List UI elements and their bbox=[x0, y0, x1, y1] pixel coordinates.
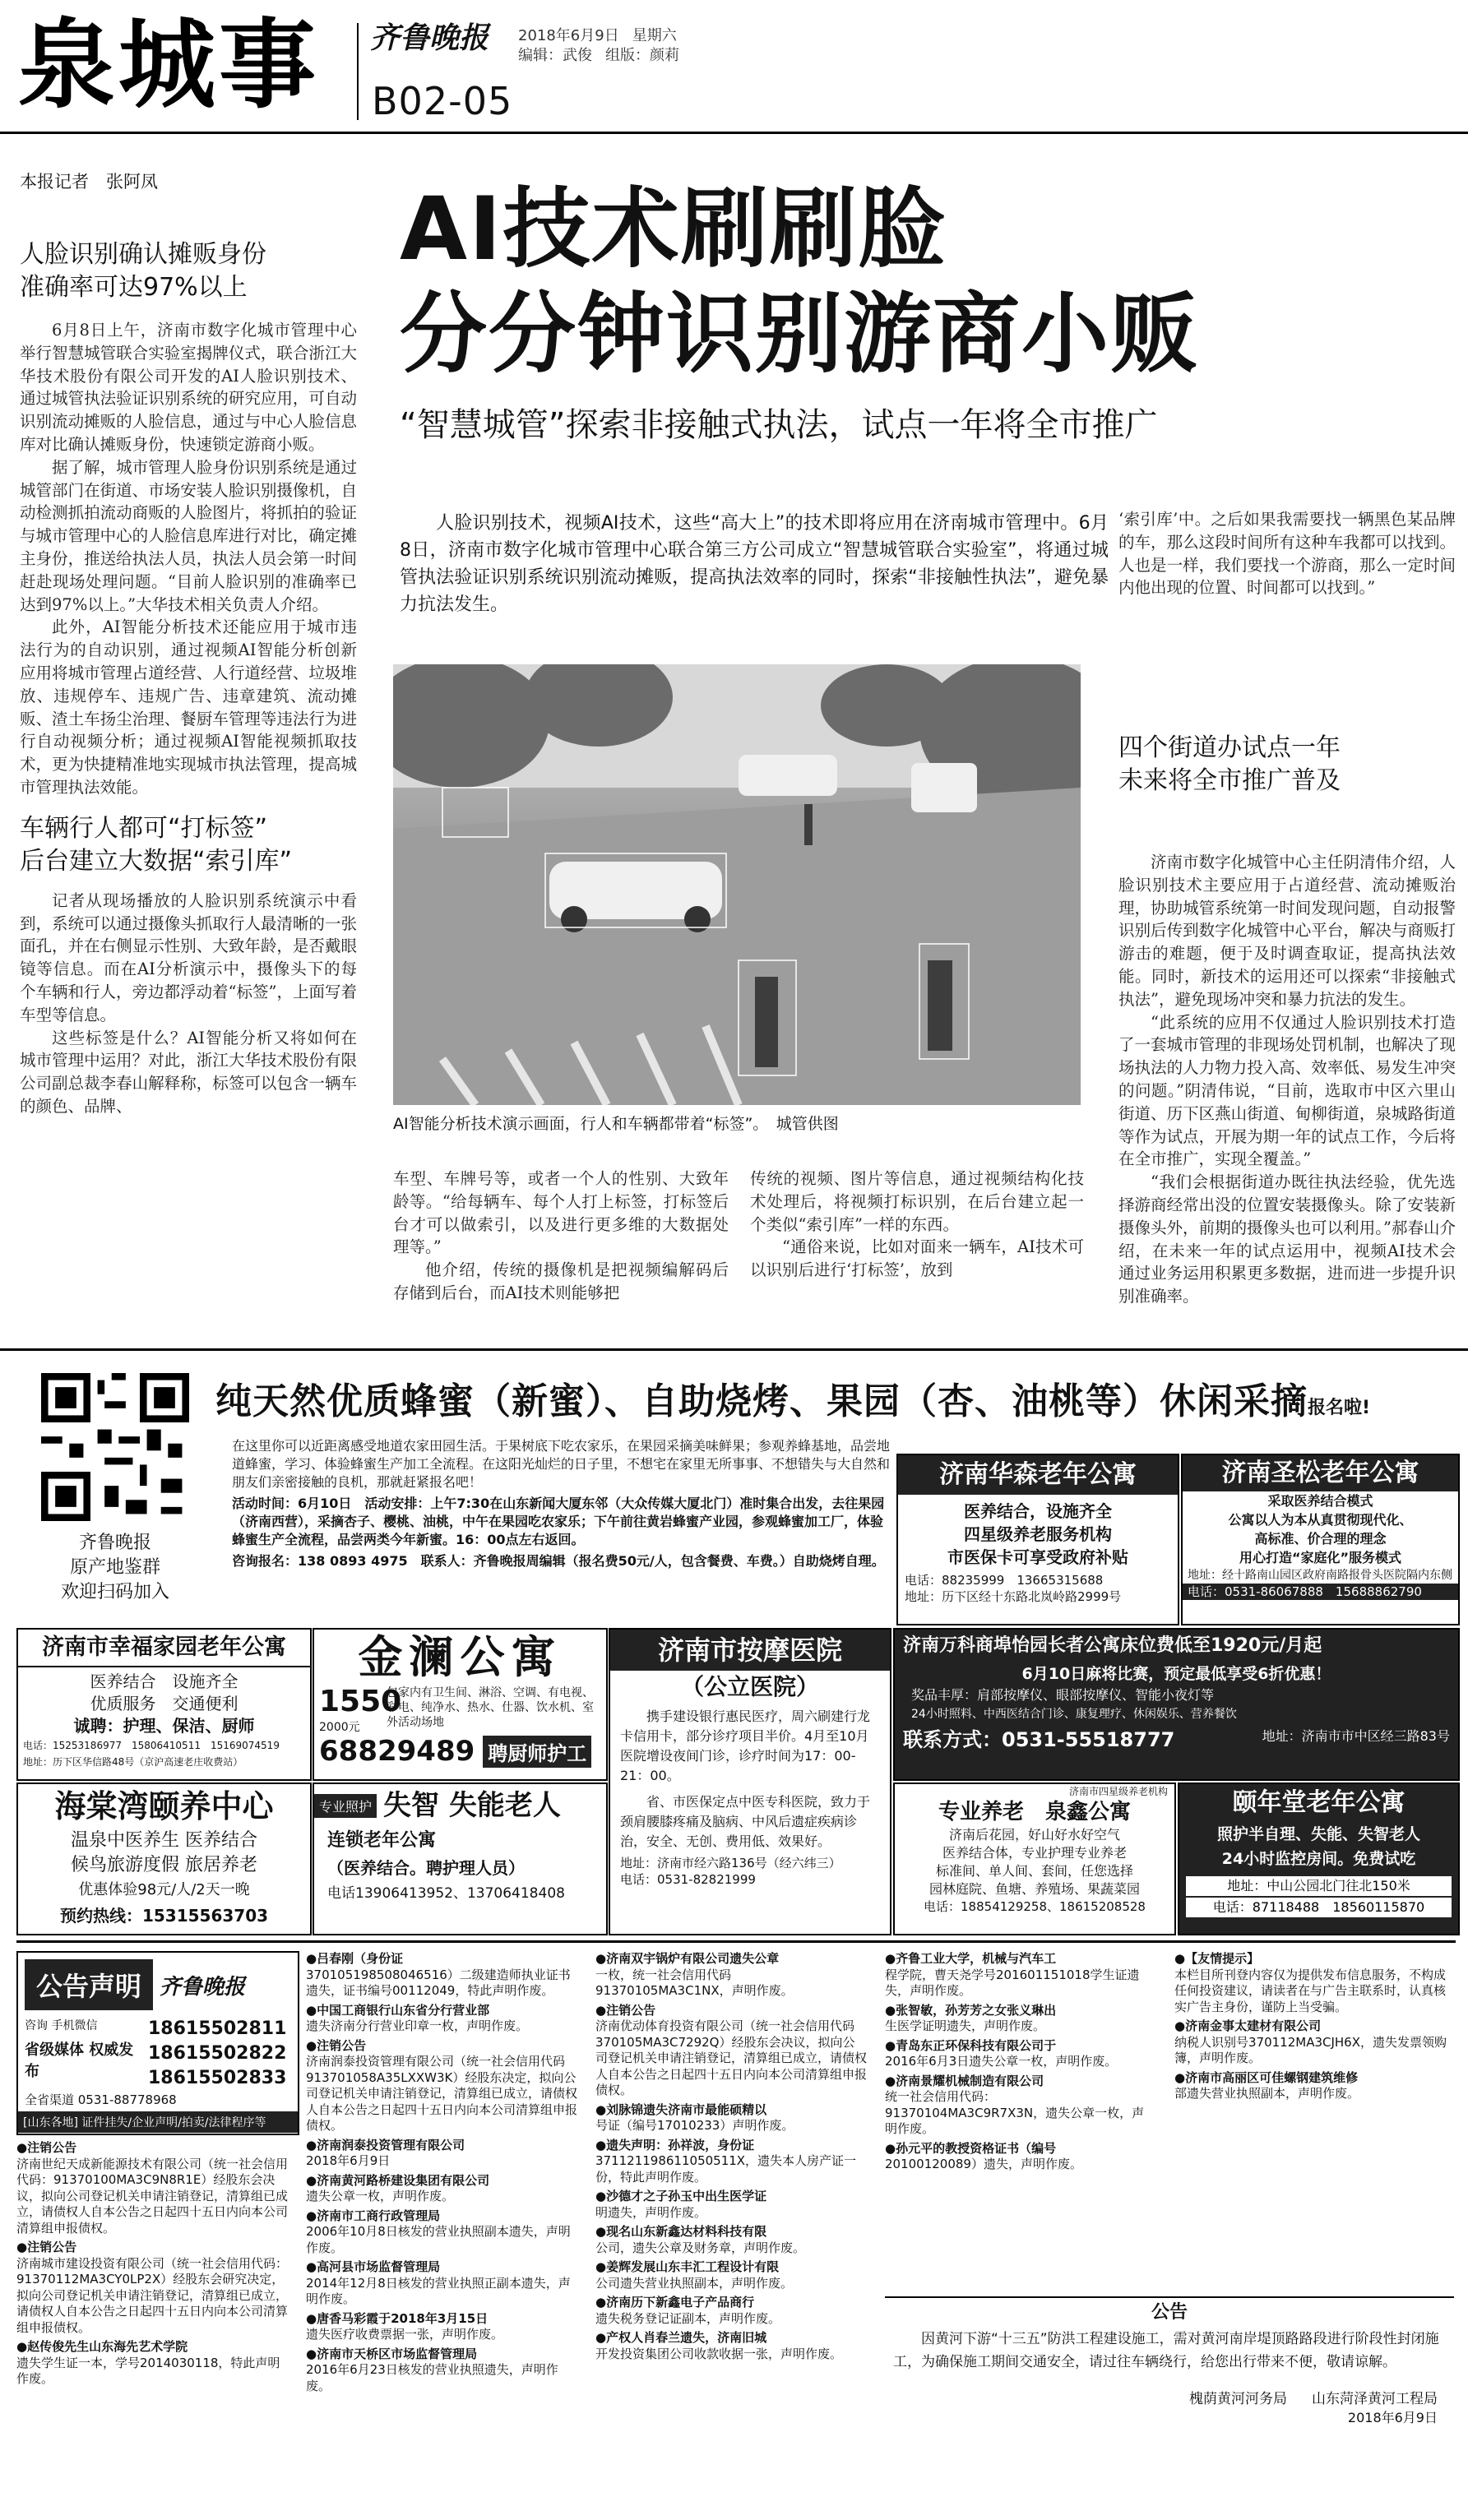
yinian-address: 地址：中山公园北门往北150米 bbox=[1186, 1876, 1452, 1896]
masthead bbox=[0, 0, 1468, 132]
notice-item-title: 注销公告 bbox=[317, 2037, 367, 2053]
notice-item-body: 部遗失营业执照副本，声明作废。 bbox=[1174, 2086, 1360, 2101]
notice-item: ●济南金事太建材有限公司 纳税人识别号370112MA3CJH6X，遗失发票领购簿，声明作废。 bbox=[1174, 2018, 1447, 2065]
notice-item-body: 2014年12月8日核发的营业执照正副本遗失，声明作废。 bbox=[306, 2275, 571, 2306]
subhead-3a: 四个街道办试点一年 bbox=[1118, 733, 1341, 762]
notice-item-title: 姜辉发展山东丰汇工程设计有限 bbox=[606, 2259, 780, 2274]
notice-item: ●济南市天桥区市场监督管理局 2016年6月23日核发的营业执照遗失，声明作废。 bbox=[306, 2346, 558, 2393]
notice-item: ●产权人肖春兰遗失，济南旧城 开发投资集团公司收款收据一张，声明作废。 bbox=[595, 2330, 843, 2361]
notice-banner bbox=[16, 1951, 299, 2135]
wanke-title: 济南万科商埠怡园长者公寓床位费低至1920元/月起 bbox=[903, 1635, 1322, 1656]
jinlan-title: 金澜公寓 bbox=[358, 1631, 563, 1683]
anmo-subtitle: （公立医院） bbox=[680, 1673, 819, 1700]
anmo-ad bbox=[609, 1628, 891, 1935]
notice-item: ●吕春刚（身份证 370105198508046516）二级建造师执业证书遗失，证书编号00112049，特此声明作废。 bbox=[306, 1951, 571, 1998]
subhead-2b: 后台建立大数据“索引库” bbox=[20, 846, 293, 876]
paragraph: 这些标签是什么？AI智能分析又将如何在城市管理中运用？对此，浙江大华技术股份有限公司副总裁李春山解释称，标签可以包含一辆车的颜色、品牌、 bbox=[20, 1028, 357, 1116]
news-photo bbox=[393, 664, 1081, 1105]
notice-item: ●青岛东正环保科技有限公司于 2016年6月3日遗失公章一枚，声明作废。 bbox=[885, 2037, 1118, 2069]
notice-item: ●沙德才之子孙玉中出生医学证 明遗失，声明作废。 bbox=[595, 2189, 767, 2220]
notice-banner-title: 公告声明 bbox=[25, 1959, 153, 2010]
shengsong-ad bbox=[1181, 1454, 1460, 1625]
notice-item-body: 遗失济南分行营业印章一枚，声明作废。 bbox=[306, 2018, 529, 2033]
anmo-address: 地址：济南市经六路136号（经六纬三） bbox=[620, 1856, 841, 1870]
gonggao-body: 因黄河下游“十三五”防洪工程建设施工，需对黄河南岸堤顶路路段进行阶段性封闭施工，为确保施工期间交通安全，请过往车辆绕行，给您出行带来不便，敬请谅解。 bbox=[893, 2331, 1439, 2370]
notice-item-body: 遗失税务登记证副本，声明作废。 bbox=[595, 2310, 781, 2326]
photo-caption: AI智能分析技术演示画面，行人和车辆都带着“标签”。 城管供图 bbox=[393, 1115, 839, 1133]
honey-ad-phone: 咨询报名：138 0893 4975 联系人：齐鲁晚报周编辑（报名费50元/人，包含餐费、车费。）自助烧烤自理。 bbox=[232, 1553, 885, 1569]
notice-column-2 bbox=[306, 1951, 577, 2397]
paragraph: 他介绍，传统的摄像机是把视频编解码后存储到后台，而AI技术则能够把 bbox=[393, 1260, 729, 1302]
masthead-divider bbox=[357, 23, 359, 120]
quanxin-line: 医养结合体，专业护理专业养老 bbox=[942, 1845, 1127, 1861]
notice-item-title: 刘脉锦遗失济南市最能硕精以 bbox=[606, 2102, 767, 2117]
notice-item-title: 济南金事太建材有限公司 bbox=[1185, 2018, 1322, 2033]
shizhi-badge: 专业照护 bbox=[314, 1794, 377, 1818]
notice-item-title: 济南历下新鑫电子产品商行 bbox=[606, 2295, 755, 2310]
notice-item-body: 遗失公章一枚，声明作废。 bbox=[306, 2189, 455, 2203]
issue-editor: 编辑：武俊 bbox=[518, 47, 592, 64]
quanxin-title: 专业养老 泉鑫公寓 bbox=[938, 1800, 1131, 1824]
paragraph: “此系统的应用不仅通过人脸识别技术打造了一套城市管理的非现场处罚机制，也解决了现场执法的人力物力投入高、效率低、易发生冲突的问题。”阴清伟说，“目前，选取市中区六里山街道、历下区燕山街道、甸柳街道，泉城路街道等作为试点，开展为期一年的试点工作，今后将在全市推广，实现全覆盖。” bbox=[1118, 1012, 1456, 1169]
notice-item-body: 2006年10月8日核发的营业执照副本遗失，声明作废。 bbox=[306, 2224, 571, 2255]
honey-ad-text: 在这里你可以近距离感受地道农家田园生活。于果树底下吃农家乐，在果园采摘美味鲜果；参观养蜂基地，品尝地道蜂蜜，学习、体验蜂蜜生产加工全流程。在这阳光灿烂的日子里，不想宅在家里无所事事、不想错失与大自然和朋友们亲密接触的良机，那就赶紧报名吧！ bbox=[232, 1438, 890, 1490]
quanxin-ad bbox=[893, 1782, 1176, 1935]
right-column-body bbox=[1118, 851, 1456, 1308]
notice-item-title: 济南市高丽区可佳螺钢建筑维修 bbox=[1185, 2069, 1359, 2085]
notice-item-body: 遗失学生证一本，学号2014030118，特此声明作废。 bbox=[16, 2355, 280, 2386]
notice-item-title: 孙元平的教授资格证书（编号 bbox=[896, 2140, 1057, 2156]
xingfu-line: 诚聘：护理、保洁、厨师 bbox=[73, 1716, 255, 1736]
notice-banner-phone: 18615502822 bbox=[148, 2043, 287, 2064]
notice-item: ●姜辉发展山东丰汇工程设计有限 公司遗失营业执照副本，声明作废。 bbox=[595, 2259, 794, 2291]
notice-item-body: 生医学证明遗失，声明作废。 bbox=[885, 2018, 1046, 2033]
notice-item-title: 青岛东正环保科技有限公司于 bbox=[896, 2037, 1057, 2053]
wanke-line: 6月10日麻将比赛，预定最低享受6折优惠！ bbox=[1021, 1665, 1331, 1683]
quanxin-line: 园林庭院、鱼塘、养殖场、果蔬菜园 bbox=[928, 1881, 1140, 1897]
shengsong-title: 济南圣松老年公寓 bbox=[1183, 1455, 1458, 1491]
gonggao-signature: 槐荫黄河河务局 bbox=[1189, 2391, 1287, 2407]
yinian-ad bbox=[1178, 1782, 1460, 1935]
qr-caption: 齐鲁晚报 bbox=[78, 1533, 151, 1553]
honey-ad-title: 纯天然优质蜂蜜（新蜜）、自助烧烤、果园（杏、油桃等）休闲采摘 bbox=[215, 1380, 1308, 1422]
quanxin-phone: 电话：18854129258、18615208528 bbox=[924, 1899, 1146, 1914]
honey-ad-schedule: 活动时间：6月10日 活动安排：上午7:30在山东新闻大厦东邻（大众传媒大厦北门）准时集合出发，去往果园（济南西营），采摘杏子、樱桃、油桃，中午在果园吃农家乐；下午前往黄岩蜂蜜产业园，参观蜂蜜加工厂，体验蜂蜜生产全流程，品尝两类今年新蜜。16：00点左右返回。 bbox=[232, 1496, 885, 1547]
notice-item-title: 唐香马彩霞于2018年3月15日 bbox=[317, 2310, 489, 2326]
notice-item-body: 370105198508046516）二级建造师执业证书遗失，证书编号00112049，特此声明作废。 bbox=[306, 1967, 571, 1998]
paragraph: 记者从现场播放的人脸识别系统演示中看到，系统可以通过摄像头抓取行人最清晰的一张面孔，并在右侧显示性别、大致年龄，是否戴眼镜等信息。而在AI分析演示中，摄像头下的每个车辆和行人，旁边都浮动着“标签”，上面写着车型等信息。 bbox=[20, 890, 357, 1024]
subhead-1a: 人脸识别确认摊贩身份 bbox=[20, 240, 266, 269]
notice-item: ●注销公告 济南城市建设投资有限公司（统一社会信用代码：91370112MA3CY0LP2X）经股东会研究决定，拟向公司登记机关申请注销登记，清算组已成立，请债权人自本公告之日起四十五日内向本公司清算组申报债权。 bbox=[16, 2240, 289, 2335]
notice-item-body: 程学院，曹天尧学号201601151018学生证遗失，声明作废。 bbox=[885, 1967, 1140, 1998]
shengsong-address: 地址：经十路南山园区政府南路报骨头医院隔内东侧 bbox=[1188, 1569, 1452, 1582]
jinlan-ad bbox=[313, 1628, 608, 1781]
notice-item-title: 注销公告 bbox=[27, 2240, 77, 2254]
honey-ad-tag: 报名啦! bbox=[1308, 1398, 1371, 1418]
notice-banner-bottom: [山东各地] 证件挂失/企业声明/拍卖/法律程序等 bbox=[18, 2111, 298, 2133]
notice-item-body: 2018年6月9日 bbox=[306, 2153, 391, 2168]
subhead-3b: 未来将全市推广普及 bbox=[1118, 766, 1341, 795]
notice-item: ●张智敏，孙芳芳之女张义琳出 生医学证明遗失，声明作废。 bbox=[885, 2002, 1057, 2033]
notice-item-title: 济南润泰投资管理有限公司 bbox=[317, 2137, 465, 2152]
notice-item-title: 产权人肖春兰遗失，济南旧城 bbox=[606, 2330, 767, 2345]
notice-item-title: 济南黄河路桥建设集团有限公司 bbox=[317, 2172, 490, 2188]
huasen-ad bbox=[896, 1454, 1179, 1625]
notice-banner-phone: 18615502833 bbox=[148, 2068, 287, 2088]
anmo-text: 携手建设银行惠民医疗，周六刷建行龙卡信用卡，部分诊疗项目半价。4月至10月医院增设夜间门诊，诊疗时间为17：00-21：00。 bbox=[620, 1709, 871, 1783]
notice-item-body: 济南城市建设投资有限公司（统一社会信用代码：91370112MA3CY0LP2X）经股东会研究决定，拟向公司登记机关申请注销登记，清算组已成立，请债权人自本公告之日起四十五日内向本公司清算组申报债权。 bbox=[16, 2255, 289, 2335]
shizhi-title: 失智 失能老人 bbox=[383, 1789, 561, 1822]
gonggao-signature: 山东菏泽黄河工程局 bbox=[1312, 2391, 1438, 2407]
huasen-line: 市医保卡可享受政府补贴 bbox=[947, 1547, 1128, 1567]
notice-item-body: 号证（编号17010233）声明作废。 bbox=[595, 2118, 794, 2133]
notice-banner-slogan: 省级媒体 权威发布 bbox=[25, 2041, 134, 2080]
article-bottom-rule bbox=[0, 1348, 1468, 1351]
qr-code-icon[interactable] bbox=[41, 1373, 189, 1521]
qr-caption: 原产地鉴群 bbox=[69, 1557, 160, 1578]
notice-area bbox=[16, 1940, 1456, 2510]
xingfu-address: 地址：历下区华信路48号（京沪高速老庄收费站） bbox=[23, 1756, 243, 1768]
huasen-address: 地址：历下区经十东路北岚岭路2999号 bbox=[905, 1589, 1122, 1604]
gonggao-box bbox=[885, 2296, 1454, 2504]
notice-item: ●赵传俊先生山东海先艺术学院 遗失学生证一本，学号2014030118，特此声明作废。 bbox=[16, 2339, 280, 2386]
notice-item: ●高河县市场监督管理局 2014年12月8日核发的营业执照正副本遗失，声明作废。 bbox=[306, 2259, 571, 2306]
notice-item-body: 20100120089）遗失，声明作废。 bbox=[885, 2157, 1082, 2171]
haitang-line: 温泉中医养生 医养结合 bbox=[71, 1830, 257, 1851]
shengsong-line: 采取医养结合模式 bbox=[1267, 1493, 1373, 1509]
huasen-title: 济南华森老年公寓 bbox=[898, 1455, 1178, 1495]
quanxin-line: 济南后花园，好山好水好空气 bbox=[948, 1827, 1120, 1843]
subhead-2a: 车辆行人都可“打标签” bbox=[20, 813, 268, 843]
jinlan-desc: 包家内有卫生间、淋浴、空调、有电视、彩电、纯净水、热水、仕器、饮水机、室外活动场地 bbox=[387, 1686, 594, 1729]
paragraph: ‘索引库’中。之后如果我需要找一辆黑色某品牌的车，那么这段时间所有这种车我都可以找到。人也是一样，我们要找一个游商，那么一定时间内他出现的位置、时间都可以找到。” bbox=[1118, 510, 1456, 598]
shizhi-line: 连锁老年公寓 bbox=[327, 1830, 437, 1851]
shengsong-line: 用心打造“家庭化”服务模式 bbox=[1239, 1550, 1402, 1565]
issue-date: 2018年6月9日 bbox=[518, 27, 619, 44]
xingfu-line: 优质服务 交通便利 bbox=[90, 1694, 238, 1713]
left-column bbox=[20, 238, 357, 1118]
notice-item: ●济南市工商行政管理局 2006年10月8日核发的营业执照副本遗失，声明作废。 bbox=[306, 2208, 571, 2255]
huasen-line: 四星级养老服务机构 bbox=[964, 1524, 1112, 1544]
notice-item: ●济南黄河路桥建设集团有限公司 遗失公章一枚，声明作废。 bbox=[306, 2172, 490, 2203]
notice-column-5 bbox=[1174, 1951, 1454, 2106]
lead-paragraph: 人脸识别技术，视频AI技术，这些“高大上”的技术即将应用在济南城市管理中。6月8日，济南市数字化城市管理中心联合第三方公司成立“智慧城管联合实验室”，将通过城管执法验证识别系统识别流动摊贩，提高执法效率的同时，探索“非接触性执法”，避免暴力抗法发生。 bbox=[400, 513, 1109, 615]
notice-item-title: 高河县市场监督管理局 bbox=[317, 2259, 441, 2274]
issue-layout: 组版：颜莉 bbox=[605, 47, 679, 64]
gonggao-date: 2018年6月9日 bbox=[1347, 2410, 1438, 2425]
notice-item-body: 2016年6月3日遗失公章一枚，声明作废。 bbox=[885, 2054, 1118, 2069]
xingfu-line: 医养结合 设施齐全 bbox=[90, 1672, 238, 1691]
notice-item-body: 济南润泰投资管理有限公司（统一社会信用代码913701058A35LXXW3K）经股东决定，拟向公司登记机关申请注销登记，清算组已成立，请债权人自本公告之日起四十五日内向本公司清算组申报债权。 bbox=[306, 2054, 578, 2133]
xingfu-phone: 电话：15253186977 15806410511 15169074519 bbox=[23, 1740, 280, 1751]
yinian-phone: 电话：87118488 18560115870 bbox=[1186, 1898, 1452, 1917]
notice-item-body: 公司遗失营业执照副本，声明作废。 bbox=[595, 2275, 794, 2291]
jinlan-tag: 聘厨师护工 bbox=[483, 1736, 591, 1768]
shengsong-phone: 电话：0531-86067888 15688862790 bbox=[1183, 1584, 1458, 1600]
notice-item-body: 2016年6月23日核发的营业执照遗失，声明作废。 bbox=[306, 2362, 558, 2393]
paragraph: 6月8日上午，济南市数字化城市管理中心举行智慧城管联合实验室揭牌仪式，联合浙江大华技术股份有限公司开发的AI人脸识别技术、通过城管执法验证识别系统的研究应用，可自动识别流动摊贩的人脸信息，通过与中心人脸信息库对比确认摊贩身份，快速锁定游商小贩。 bbox=[20, 321, 357, 454]
notice-item-title: 沙德才之子孙玉中出生医学证 bbox=[606, 2189, 767, 2203]
paragraph: “通俗来说，比如对面来一辆车，AI技术可以识别后进行‘打标签’，放到 bbox=[750, 1237, 1084, 1280]
notice-item: ●现名山东新鑫达材料科技有限 公司，遗失公章及财务章，声明作废。 bbox=[595, 2224, 806, 2255]
notice-item: ●注销公告 济南优动体育投资有限公司（统一社会信用代码370105MA3C7292Q）经股东会决议，拟向公司登记机关申请注销登记，清算组已成立，请债权人自本公告之日起四十五日内向本公司清算组申报债权。 bbox=[595, 2002, 868, 2097]
haitang-line: 优惠体验98元/人/2天一晚 bbox=[78, 1881, 250, 1898]
notice-item: ●济南景耀机械制造有限公司 统一社会信用代码：91370104MA3C9R7X3N，遗失公章一枚，声明作废。 bbox=[885, 2073, 1145, 2136]
notice-item-body: 纳税人识别号370112MA3CJH6X，遗失发票领购簿，声明作废。 bbox=[1174, 2034, 1447, 2065]
paper-logo: 齐鲁晚报 bbox=[370, 21, 489, 55]
notice-banner-national: 全省渠道 0531-88778968 bbox=[25, 2092, 177, 2107]
section-title: 泉城事 bbox=[18, 8, 320, 122]
notice-item: ●遗失声明：孙祥波，身份证 371121198611050511X，遗失本人房产证一份，特此声明作废。 bbox=[595, 2137, 857, 2185]
quanxin-line: 标准间、单人间、套间，任您选择 bbox=[935, 1863, 1133, 1879]
honey-ad-body bbox=[232, 1437, 890, 1620]
notice-item-body: 本栏目所刊登内容仅为提供发布信息服务，不构成任何投资建议，请读者在与广告主联系时，认真核实广告主身份，谨防上当受骗。 bbox=[1174, 1967, 1447, 2014]
notice-item-body: 统一社会信用代码：91370104MA3C9R7X3N，遗失公章一枚，声明作废。 bbox=[885, 2089, 1145, 2136]
shengsong-line: 公寓以人为本从真贯彻现代化、 bbox=[1228, 1512, 1413, 1528]
notice-item-body: 一枚，统一社会信用代码91370105MA3C1NX，声明作废。 bbox=[595, 1967, 794, 1998]
notice-item-body: 遗失医疗收费票据一张，声明作废。 bbox=[306, 2327, 504, 2342]
notice-item-title: 济南市工商行政管理局 bbox=[317, 2208, 441, 2223]
notice-item-title: 遗失声明：孙祥波，身份证 bbox=[606, 2137, 755, 2152]
notice-item-title: 注销公告 bbox=[27, 2140, 77, 2155]
haitang-ad bbox=[16, 1782, 312, 1935]
notice-item: ●济南双宇锅炉有限公司遗失公章 一枚，统一社会信用代码91370105MA3C1NX，声明作废。 bbox=[595, 1951, 794, 1998]
yinian-line: 照护半自理、失能、失智老人 bbox=[1216, 1825, 1420, 1843]
notice-column-4 bbox=[885, 1951, 1156, 2176]
notice-item: ●【友情提示】 本栏目所刊登内容仅为提供发布信息服务，不构成任何投资建议，请读者在与广告主联系时，认真核实广告主身份，谨防上当受骗。 bbox=[1174, 1951, 1447, 2014]
notice-item-title: 齐鲁工业大学，机械与汽车工 bbox=[896, 1951, 1057, 1966]
headline-line-2: 分分钟识别游商小贩 bbox=[400, 284, 1199, 385]
notice-item-title: 中国工商银行山东省分行营业部 bbox=[317, 2002, 490, 2018]
paragraph: 此外，AI智能分析技术还能应用于城市违法行为的自动识别，通过视频AI智能分析创新应用将城市管理占道经营、人行道经营、垃圾堆放、违规停车、违规广告、违章建筑、流动摊贩、渣土车扬尘治理、餐厨车管理等违法行为进行自动视频分析；通过视频AI智能视频抓取技术，更为快捷精准地实现城市执法管理，提高城市管理执法效能。 bbox=[20, 617, 357, 797]
notice-item: ●刘脉锦遗失济南市最能硕精以 号证（编号17010233）声明作废。 bbox=[595, 2102, 794, 2133]
notice-item-title: 济南市天桥区市场监督管理局 bbox=[317, 2346, 478, 2361]
qr-ad bbox=[16, 1373, 214, 1620]
wanke-phone: 联系方式：0531-55518777 bbox=[903, 1728, 1175, 1751]
notice-banner-paper: 齐鲁晚报 bbox=[160, 1974, 246, 2000]
issue-weekday: 星期六 bbox=[632, 27, 677, 44]
paragraph: 济南市数字化城管中心主任阴清伟介绍，人脸识别技术主要应用于占道经营、流动摊贩治理，协助城管系统第一时间发现问题，自动报警识别后传到数字化城管中心平台，解决与商贩打游击的难题，便于及时调查取证，提高执法效能。同时，新技术的运用还可以探索“非接触式执法”，避免现场冲突和暴力抗法的发生。 bbox=[1118, 853, 1456, 1009]
notice-item-title: 济南景耀机械制造有限公司 bbox=[896, 2073, 1044, 2088]
yinian-title: 颐年堂老年公寓 bbox=[1232, 1788, 1405, 1817]
reporter-byline: 本报记者 张阿凤 bbox=[20, 172, 158, 192]
notice-item-body: 明遗失，声明作废。 bbox=[595, 2204, 707, 2220]
shizhi-line: （医养结合。聘护理人员） bbox=[327, 1858, 525, 1878]
notice-item: ●齐鲁工业大学，机械与汽车工 程学院，曹天尧学号201601151018学生证遗失，声明作废。 bbox=[885, 1951, 1140, 1998]
wanke-line: 奖品丰厚：肩部按摩仪、眼部按摩仪、智能小夜灯等 bbox=[911, 1687, 1215, 1703]
quanxin-tag: 济南市四星级养老机构 bbox=[1068, 1786, 1168, 1797]
huasen-line: 医养结合，设施齐全 bbox=[964, 1501, 1112, 1521]
haitang-line: 候鸟旅游度假 旅居养老 bbox=[71, 1855, 257, 1875]
xingfu-ad bbox=[16, 1628, 312, 1781]
subhead-1b: 准确率可达97%以上 bbox=[20, 273, 248, 302]
left-body-1 bbox=[20, 319, 357, 799]
paragraph: “我们会根据街道办既往执法经验，优先选择游商经常出没的位置安装摄像头。除了安装新摄像头外，前期的摄像头也可以利用。”郝春山介绍，在未来一年的试点运用中，视频AI技术会通过业务运用积累更多数据，进而进一步提升识别准确率。 bbox=[1118, 1172, 1456, 1306]
paragraph: 据了解，城市管理人脸身份识别系统是通过城管部门在街道、市场安装人脸识别摄像机，自动检测抓拍流动商贩的人脸图片，将抓拍的验证与城市管理中心的人脸信息库进行对比，确定摊主身份，推送给执法人员，执法人员会第一时间赶赴现场处理问题。“目前人脸识别的准确率已达到97%以上。”大华技术相关负责人介绍。 bbox=[20, 457, 357, 614]
notice-banner-zixun: 咨询 手机微信 bbox=[25, 2019, 98, 2032]
notice-item: ●济南市高丽区可佳螺钢建筑维修 部遗失营业执照副本，声明作废。 bbox=[1174, 2069, 1360, 2101]
notice-item: ●孙元平的教授资格证书（编号 20100120089）遗失，声明作废。 bbox=[885, 2140, 1082, 2171]
notice-item-body: 济南优动体育投资有限公司（统一社会信用代码370105MA3C7292Q）经股东会决议，拟向公司登记机关申请注销登记，清算组已成立，请债权人自本公告之日起四十五日内向本公司清算组申报债权。 bbox=[595, 2018, 868, 2097]
notice-item-title: 现名山东新鑫达材料科技有限 bbox=[606, 2224, 767, 2239]
wanke-line: 24小时照料、中西医结合门诊、康复理疗、休闲娱乐、营养餐饮 bbox=[911, 1708, 1237, 1721]
notice-item-title: 济南双宇锅炉有限公司遗失公章 bbox=[606, 1951, 780, 1966]
wanke-ad bbox=[893, 1628, 1460, 1781]
notice-item-body: 开发投资集团公司收款收据一张，声明作废。 bbox=[595, 2346, 843, 2361]
notice-item-body: 公司，遗失公章及财务章，声明作废。 bbox=[595, 2240, 806, 2255]
shengsong-line: 高标准、价合理的理念 bbox=[1254, 1531, 1387, 1547]
notice-item-title: 吕春刚（身份证 bbox=[317, 1951, 404, 1966]
jinlan-price: 1550 bbox=[319, 1685, 402, 1718]
page-number: B02-05 bbox=[372, 79, 513, 123]
notice-item: ●注销公告 济南世纪天成新能源技术有限公司（统一社会信用代码：91370100MA3C9N8R1E）经股东会决议，拟向公司登记机关申请注销登记，清算组已成立，请债权人自本公告之日起四十五日内向本公司清算组申报债权。 bbox=[16, 2140, 289, 2236]
notice-item-title: 张智敏，孙芳芳之女张义琳出 bbox=[896, 2002, 1057, 2018]
sub-headline: “智慧城管”探索非接触式执法，试点一年将全市推广 bbox=[400, 406, 1158, 444]
headline-line-1: AI技术刷刷脸 bbox=[400, 178, 947, 280]
haitang-title: 海棠湾颐养中心 bbox=[54, 1788, 274, 1824]
notice-item: ●中国工商银行山东省分行营业部 遗失济南分行营业印章一枚，声明作废。 bbox=[306, 2002, 529, 2033]
anmo-title: 济南市按摩医院 bbox=[610, 1630, 890, 1671]
notice-item: ●济南历下新鑫电子产品商行 遗失税务登记证副本，声明作废。 bbox=[595, 2295, 781, 2326]
shizhi-ad bbox=[313, 1782, 608, 1935]
honey-ad-header bbox=[215, 1375, 1457, 1429]
paragraph: 车型、车牌号等，或者一个人的性别、大致年龄等。“给每辆车、每个人打上标签，打标签后台才可以做索引，以及进行更多维的大数据处理等。” bbox=[393, 1169, 729, 1257]
mid-column-1 bbox=[393, 1168, 729, 1305]
shizhi-phone: 电话13906413952、13706418408 bbox=[327, 1885, 565, 1902]
notice-item: ●唐香马彩霞于2018年3月15日 遗失医疗收费票据一张，声明作废。 bbox=[306, 2310, 504, 2342]
issue-meta bbox=[518, 26, 692, 66]
notice-item-title: 注销公告 bbox=[606, 2002, 656, 2018]
notice-item-title: 赵传俊先生山东海先艺术学院 bbox=[27, 2339, 188, 2354]
left-body-2 bbox=[20, 890, 357, 1118]
notice-column-1 bbox=[16, 2140, 288, 2391]
right-subheads bbox=[1118, 732, 1456, 798]
jinlan-unit: 2000元 bbox=[319, 1721, 360, 1734]
notice-item-body: 济南世纪天成新能源技术有限公司（统一社会信用代码：91370100MA3C9N8R1E）经股东会决议，拟向公司登记机关申请注销登记，清算组已成立，请债权人自本公告之日起四十五日内向本公司清算组申报债权。 bbox=[16, 2156, 289, 2236]
notice-item: ●济南润泰投资管理有限公司 2018年6月9日 bbox=[306, 2137, 465, 2168]
anmo-phone: 电话：0531-82821999 bbox=[620, 1872, 756, 1887]
yinian-line: 24小时监控房间。免费试吃 bbox=[1221, 1850, 1416, 1868]
anmo-text: 省、市医保定点中医专科医院，致力于颈肩腰膝疼痛及脑病、中风后遗症疾病诊治，安全、无创、费用低、效果好。 bbox=[620, 1794, 871, 1849]
paragraph: 传统的视频、图片等信息，通过视频结构化技术处理后，将视频打标识别，在后台建立起一个类似“索引库”一样的东西。 bbox=[750, 1169, 1084, 1234]
huasen-phone: 电话：88235999 13665315688 bbox=[905, 1573, 1104, 1588]
haitang-phone: 预约热线：15315563703 bbox=[59, 1906, 269, 1926]
notice-item-title: 【友情提示】 bbox=[1185, 1951, 1260, 1966]
xingfu-title: 济南市幸福家园老年公寓 bbox=[18, 1630, 310, 1667]
notice-item: ●注销公告 济南润泰投资管理有限公司（统一社会信用代码913701058A35LXXW3K）经股东决定，拟向公司登记机关申请注销登记，清算组已成立，请债权人自本公告之日起四十五日内向本公司清算组申报债权。 bbox=[306, 2037, 578, 2133]
wanke-address: 地址：济南市市中区经三路83号 bbox=[1262, 1728, 1450, 1744]
mid-column-2 bbox=[750, 1168, 1084, 1282]
top-rule bbox=[0, 132, 1468, 134]
notice-item-body: 371121198611050511X，遗失本人房产证一份，特此声明作废。 bbox=[595, 2153, 857, 2185]
qr-caption: 欢迎扫码加入 bbox=[60, 1582, 169, 1602]
right-column-top bbox=[1118, 508, 1456, 599]
notice-column-3 bbox=[595, 1951, 867, 2365]
gonggao-title: 公告 bbox=[1151, 2302, 1188, 2323]
jinlan-phone: 68829489 bbox=[319, 1735, 475, 1768]
notice-banner-phone: 18615502811 bbox=[148, 2018, 287, 2039]
street-scene-photo bbox=[393, 664, 1081, 1105]
